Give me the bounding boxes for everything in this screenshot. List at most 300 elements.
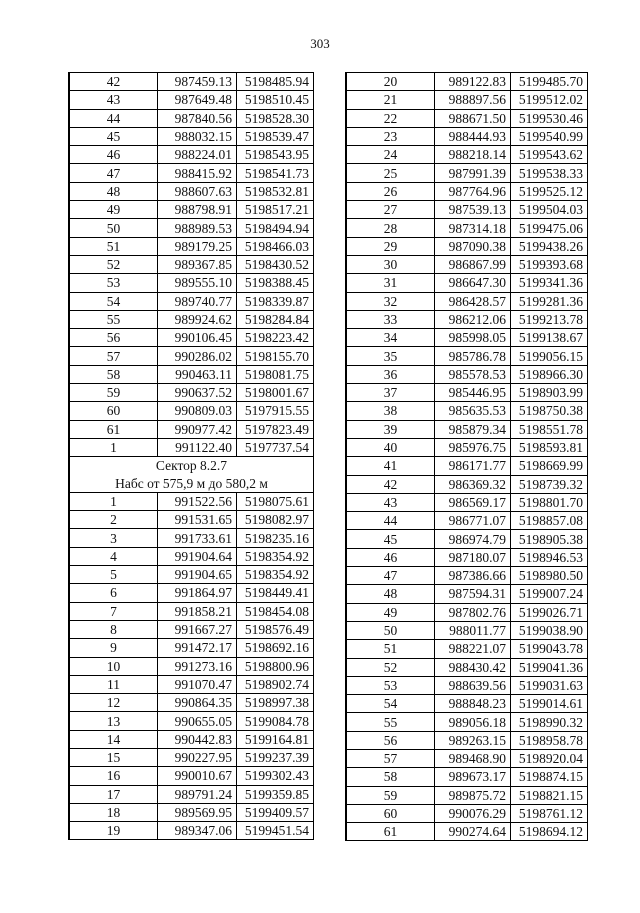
y-coordinate: 5198997.38 (237, 694, 314, 712)
point-number: 52 (346, 658, 435, 676)
x-coordinate: 988607.63 (158, 182, 237, 200)
table-row (69, 675, 314, 693)
point-number: 9 (69, 639, 158, 657)
table-row (346, 237, 588, 255)
y-coordinate: 5199538.33 (511, 164, 588, 182)
x-coordinate: 987459.13 (158, 73, 237, 91)
x-coordinate: 991273.16 (158, 657, 237, 675)
x-coordinate: 989056.18 (435, 713, 511, 731)
x-coordinate: 988221.07 (435, 640, 511, 658)
y-coordinate: 5198466.03 (237, 237, 314, 255)
y-coordinate: 5199014.61 (511, 695, 588, 713)
y-coordinate: 5198902.74 (237, 675, 314, 693)
table-row (346, 420, 588, 438)
y-coordinate: 5199475.06 (511, 219, 588, 237)
x-coordinate: 989179.25 (158, 237, 237, 255)
x-coordinate: 989367.85 (158, 255, 237, 273)
y-coordinate: 5199237.39 (237, 748, 314, 766)
y-coordinate: 5199138.67 (511, 329, 588, 347)
x-coordinate: 990076.29 (435, 804, 511, 822)
point-number: 30 (346, 255, 435, 273)
y-coordinate: 5197823.49 (237, 420, 314, 438)
section-header (69, 457, 314, 493)
table-row (346, 658, 588, 676)
y-coordinate: 5198874.15 (511, 768, 588, 786)
table-row (69, 803, 314, 821)
point-number: 13 (69, 712, 158, 730)
point-number: 46 (69, 146, 158, 164)
point-number: 46 (346, 548, 435, 566)
x-coordinate: 989263.15 (435, 731, 511, 749)
y-coordinate: 5198801.70 (511, 493, 588, 511)
y-coordinate: 5198430.52 (237, 255, 314, 273)
y-coordinate: 5198454.08 (237, 602, 314, 620)
x-coordinate: 991904.65 (158, 566, 237, 584)
x-coordinate: 988989.53 (158, 219, 237, 237)
y-coordinate: 5198694.12 (511, 823, 588, 841)
x-coordinate: 991667.27 (158, 620, 237, 638)
point-number: 42 (69, 73, 158, 91)
table-row (346, 365, 588, 383)
y-coordinate: 5199540.99 (511, 127, 588, 145)
table-row (69, 255, 314, 273)
y-coordinate: 5198980.50 (511, 567, 588, 585)
table-row (69, 492, 314, 510)
right-table-rows (346, 73, 588, 841)
x-coordinate: 987090.38 (435, 237, 511, 255)
point-number: 60 (346, 804, 435, 822)
table-row (346, 804, 588, 822)
point-number: 21 (346, 91, 435, 109)
x-coordinate: 988671.50 (435, 109, 511, 127)
point-number: 57 (69, 347, 158, 365)
table-row (69, 547, 314, 565)
point-number: 25 (346, 164, 435, 182)
x-coordinate: 985879.34 (435, 420, 511, 438)
y-coordinate: 5198761.12 (511, 804, 588, 822)
section-subtitle-row (69, 475, 314, 493)
point-number: 17 (69, 785, 158, 803)
y-coordinate: 5199359.85 (237, 785, 314, 803)
x-coordinate: 985446.95 (435, 384, 511, 402)
table-row (69, 219, 314, 237)
point-number: 47 (346, 567, 435, 585)
table-row (346, 201, 588, 219)
point-number: 34 (346, 329, 435, 347)
x-coordinate: 988415.92 (158, 164, 237, 182)
x-coordinate: 987840.56 (158, 109, 237, 127)
table-row (346, 731, 588, 749)
y-coordinate: 5199438.26 (511, 237, 588, 255)
point-number: 41 (346, 457, 435, 475)
y-coordinate: 5199213.78 (511, 310, 588, 328)
x-coordinate: 986974.79 (435, 530, 511, 548)
table-row (346, 585, 588, 603)
point-number: 1 (69, 438, 158, 456)
x-coordinate: 989740.77 (158, 292, 237, 310)
y-coordinate: 5199164.81 (237, 730, 314, 748)
point-number: 47 (69, 164, 158, 182)
table-row (69, 274, 314, 292)
x-coordinate: 990864.35 (158, 694, 237, 712)
point-number: 54 (69, 292, 158, 310)
y-coordinate: 5199026.71 (511, 603, 588, 621)
y-coordinate: 5198946.53 (511, 548, 588, 566)
x-coordinate: 988444.93 (435, 127, 511, 145)
point-number: 15 (69, 748, 158, 766)
table-row (69, 310, 314, 328)
point-number: 51 (346, 640, 435, 658)
y-coordinate: 5198388.45 (237, 274, 314, 292)
table-row (346, 73, 588, 91)
table-row (346, 310, 588, 328)
point-number: 39 (346, 420, 435, 438)
y-coordinate: 5198551.78 (511, 420, 588, 438)
point-number: 22 (346, 109, 435, 127)
point-number: 53 (346, 676, 435, 694)
point-number: 55 (346, 713, 435, 731)
table-row (69, 237, 314, 255)
x-coordinate: 991472.17 (158, 639, 237, 657)
y-coordinate: 5197737.54 (237, 438, 314, 456)
table-row (69, 730, 314, 748)
x-coordinate: 986212.06 (435, 310, 511, 328)
table-row (69, 511, 314, 529)
y-coordinate: 5198001.67 (237, 384, 314, 402)
y-coordinate: 5198750.38 (511, 402, 588, 420)
y-coordinate: 5198510.45 (237, 91, 314, 109)
section-title: Сектор 8.2.7 (69, 457, 314, 475)
table-row (346, 786, 588, 804)
x-coordinate: 991733.61 (158, 529, 237, 547)
point-number: 2 (69, 511, 158, 529)
table-row (346, 567, 588, 585)
point-number: 53 (69, 274, 158, 292)
table-row (69, 73, 314, 91)
x-coordinate: 988224.01 (158, 146, 237, 164)
y-coordinate: 5199031.63 (511, 676, 588, 694)
x-coordinate: 987314.18 (435, 219, 511, 237)
table-row (346, 493, 588, 511)
table-row (346, 329, 588, 347)
table-row (69, 201, 314, 219)
x-coordinate: 989468.90 (435, 749, 511, 767)
point-number: 49 (69, 201, 158, 219)
point-number: 37 (346, 384, 435, 402)
point-number: 52 (69, 255, 158, 273)
table-row (346, 274, 588, 292)
table-row (69, 365, 314, 383)
table-row (69, 767, 314, 785)
y-coordinate: 5198541.73 (237, 164, 314, 182)
x-coordinate: 985635.53 (435, 402, 511, 420)
point-number: 23 (346, 127, 435, 145)
point-number: 48 (346, 585, 435, 603)
table-row (69, 694, 314, 712)
table-row (69, 402, 314, 420)
y-coordinate: 5198235.16 (237, 529, 314, 547)
table-row (346, 219, 588, 237)
x-coordinate: 985786.78 (435, 347, 511, 365)
y-coordinate: 5198576.49 (237, 620, 314, 638)
point-number: 24 (346, 146, 435, 164)
y-coordinate: 5199409.57 (237, 803, 314, 821)
table-row (69, 657, 314, 675)
table-row (69, 420, 314, 438)
left-table-lower-rows (69, 492, 314, 840)
table-row (346, 91, 588, 109)
y-coordinate: 5198517.21 (237, 201, 314, 219)
y-coordinate: 5198532.81 (237, 182, 314, 200)
x-coordinate: 990809.03 (158, 402, 237, 420)
x-coordinate: 991522.56 (158, 492, 237, 510)
table-row (69, 639, 314, 657)
x-coordinate: 989347.06 (158, 822, 237, 840)
point-number: 43 (69, 91, 158, 109)
point-number: 56 (69, 329, 158, 347)
point-number: 58 (69, 365, 158, 383)
table-row (69, 712, 314, 730)
x-coordinate: 990977.42 (158, 420, 237, 438)
x-coordinate: 989791.24 (158, 785, 237, 803)
table-row (69, 347, 314, 365)
y-coordinate: 5198354.92 (237, 566, 314, 584)
point-number: 44 (346, 512, 435, 530)
y-coordinate: 5199451.54 (237, 822, 314, 840)
point-number: 29 (346, 237, 435, 255)
point-number: 20 (346, 73, 435, 91)
point-number: 56 (346, 731, 435, 749)
table-row (69, 182, 314, 200)
y-coordinate: 5199302.43 (237, 767, 314, 785)
y-coordinate: 5198339.87 (237, 292, 314, 310)
point-number: 57 (346, 749, 435, 767)
y-coordinate: 5198528.30 (237, 109, 314, 127)
y-coordinate: 5198903.99 (511, 384, 588, 402)
y-coordinate: 5199525.12 (511, 182, 588, 200)
point-number: 59 (346, 786, 435, 804)
point-number: 31 (346, 274, 435, 292)
section-subtitle: Набс от 575,9 м до 580,2 м (69, 475, 314, 493)
y-coordinate: 5198905.38 (511, 530, 588, 548)
left-coordinates-table (68, 72, 314, 840)
point-number: 10 (69, 657, 158, 675)
table-row (346, 292, 588, 310)
y-coordinate: 5199281.36 (511, 292, 588, 310)
table-row (346, 402, 588, 420)
table-row (346, 255, 588, 273)
y-coordinate: 5198958.78 (511, 731, 588, 749)
x-coordinate: 986771.07 (435, 512, 511, 530)
point-number: 18 (69, 803, 158, 821)
x-coordinate: 990637.52 (158, 384, 237, 402)
point-number: 50 (346, 621, 435, 639)
x-coordinate: 987991.39 (435, 164, 511, 182)
table-row (346, 713, 588, 731)
page-number: 303 (310, 36, 330, 51)
table-row (69, 91, 314, 109)
x-coordinate: 988897.56 (435, 91, 511, 109)
table-row (69, 164, 314, 182)
point-number: 54 (346, 695, 435, 713)
x-coordinate: 988218.14 (435, 146, 511, 164)
x-coordinate: 987649.48 (158, 91, 237, 109)
y-coordinate: 5199543.62 (511, 146, 588, 164)
x-coordinate: 991122.40 (158, 438, 237, 456)
point-number: 14 (69, 730, 158, 748)
table-row (346, 457, 588, 475)
x-coordinate: 991531.65 (158, 511, 237, 529)
x-coordinate: 987764.96 (435, 182, 511, 200)
table-row (69, 529, 314, 547)
table-row (346, 603, 588, 621)
y-coordinate: 5199341.36 (511, 274, 588, 292)
point-number: 35 (346, 347, 435, 365)
x-coordinate: 990442.83 (158, 730, 237, 748)
y-coordinate: 5198081.75 (237, 365, 314, 383)
table-row (69, 822, 314, 840)
table-row (69, 329, 314, 347)
point-number: 49 (346, 603, 435, 621)
point-number: 45 (69, 127, 158, 145)
y-coordinate: 5199041.36 (511, 658, 588, 676)
x-coordinate: 986171.77 (435, 457, 511, 475)
x-coordinate: 986428.57 (435, 292, 511, 310)
y-coordinate: 5198593.81 (511, 438, 588, 456)
x-coordinate: 991904.64 (158, 547, 237, 565)
y-coordinate: 5198920.04 (511, 749, 588, 767)
table-row (69, 109, 314, 127)
y-coordinate: 5199504.03 (511, 201, 588, 219)
point-number: 28 (346, 219, 435, 237)
table-row (346, 384, 588, 402)
x-coordinate: 986647.30 (435, 274, 511, 292)
point-number: 16 (69, 767, 158, 785)
y-coordinate: 5198284.84 (237, 310, 314, 328)
x-coordinate: 988011.77 (435, 621, 511, 639)
y-coordinate: 5199393.68 (511, 255, 588, 273)
x-coordinate: 990655.05 (158, 712, 237, 730)
table-row (69, 438, 314, 456)
y-coordinate: 5198800.96 (237, 657, 314, 675)
x-coordinate: 986369.32 (435, 475, 511, 493)
x-coordinate: 989569.95 (158, 803, 237, 821)
point-number: 61 (346, 823, 435, 841)
y-coordinate: 5199038.90 (511, 621, 588, 639)
y-coordinate: 5198354.92 (237, 547, 314, 565)
point-number: 26 (346, 182, 435, 200)
x-coordinate: 987594.31 (435, 585, 511, 603)
point-number: 6 (69, 584, 158, 602)
x-coordinate: 990286.02 (158, 347, 237, 365)
table-row (346, 164, 588, 182)
x-coordinate: 985578.53 (435, 365, 511, 383)
x-coordinate: 991858.21 (158, 602, 237, 620)
y-coordinate: 5198543.95 (237, 146, 314, 164)
x-coordinate: 991864.97 (158, 584, 237, 602)
point-number: 1 (69, 492, 158, 510)
point-number: 61 (69, 420, 158, 438)
table-row (69, 384, 314, 402)
point-number: 40 (346, 438, 435, 456)
y-coordinate: 5198692.16 (237, 639, 314, 657)
point-number: 38 (346, 402, 435, 420)
point-number: 44 (69, 109, 158, 127)
table-row (69, 785, 314, 803)
point-number: 5 (69, 566, 158, 584)
table-row (69, 602, 314, 620)
point-number: 27 (346, 201, 435, 219)
x-coordinate: 986569.17 (435, 493, 511, 511)
y-coordinate: 5198990.32 (511, 713, 588, 731)
y-coordinate: 5198739.32 (511, 475, 588, 493)
table-row (346, 347, 588, 365)
point-number: 43 (346, 493, 435, 511)
table-row (346, 475, 588, 493)
table-row (69, 748, 314, 766)
y-coordinate: 5198966.30 (511, 365, 588, 383)
table-row (346, 823, 588, 841)
table-row (346, 676, 588, 694)
y-coordinate: 5198669.99 (511, 457, 588, 475)
x-coordinate: 987539.13 (435, 201, 511, 219)
point-number: 48 (69, 182, 158, 200)
point-number: 60 (69, 402, 158, 420)
x-coordinate: 989924.62 (158, 310, 237, 328)
point-number: 36 (346, 365, 435, 383)
table-row (346, 182, 588, 200)
table-row (346, 695, 588, 713)
point-number: 51 (69, 237, 158, 255)
point-number: 59 (69, 384, 158, 402)
y-coordinate: 5198821.15 (511, 786, 588, 804)
x-coordinate: 988848.23 (435, 695, 511, 713)
y-coordinate: 5198485.94 (237, 73, 314, 91)
x-coordinate: 987386.66 (435, 567, 511, 585)
x-coordinate: 989555.10 (158, 274, 237, 292)
x-coordinate: 988032.15 (158, 127, 237, 145)
y-coordinate: 5198449.41 (237, 584, 314, 602)
point-number: 11 (69, 675, 158, 693)
table-row (69, 292, 314, 310)
y-coordinate: 5199512.02 (511, 91, 588, 109)
x-coordinate: 987802.76 (435, 603, 511, 621)
x-coordinate: 990463.11 (158, 365, 237, 383)
y-coordinate: 5198857.08 (511, 512, 588, 530)
point-number: 42 (346, 475, 435, 493)
x-coordinate: 985976.75 (435, 438, 511, 456)
point-number: 4 (69, 547, 158, 565)
table-row (346, 109, 588, 127)
x-coordinate: 991070.47 (158, 675, 237, 693)
table-row (69, 146, 314, 164)
table-row (346, 438, 588, 456)
point-number: 19 (69, 822, 158, 840)
x-coordinate: 989673.17 (435, 768, 511, 786)
point-number: 7 (69, 602, 158, 620)
table-row (346, 530, 588, 548)
point-number: 3 (69, 529, 158, 547)
y-coordinate: 5199485.70 (511, 73, 588, 91)
point-number: 12 (69, 694, 158, 712)
table-row (346, 548, 588, 566)
table-row (69, 127, 314, 145)
y-coordinate: 5198539.47 (237, 127, 314, 145)
table-row (346, 621, 588, 639)
y-coordinate: 5197915.55 (237, 402, 314, 420)
x-coordinate: 986867.99 (435, 255, 511, 273)
point-number: 58 (346, 768, 435, 786)
